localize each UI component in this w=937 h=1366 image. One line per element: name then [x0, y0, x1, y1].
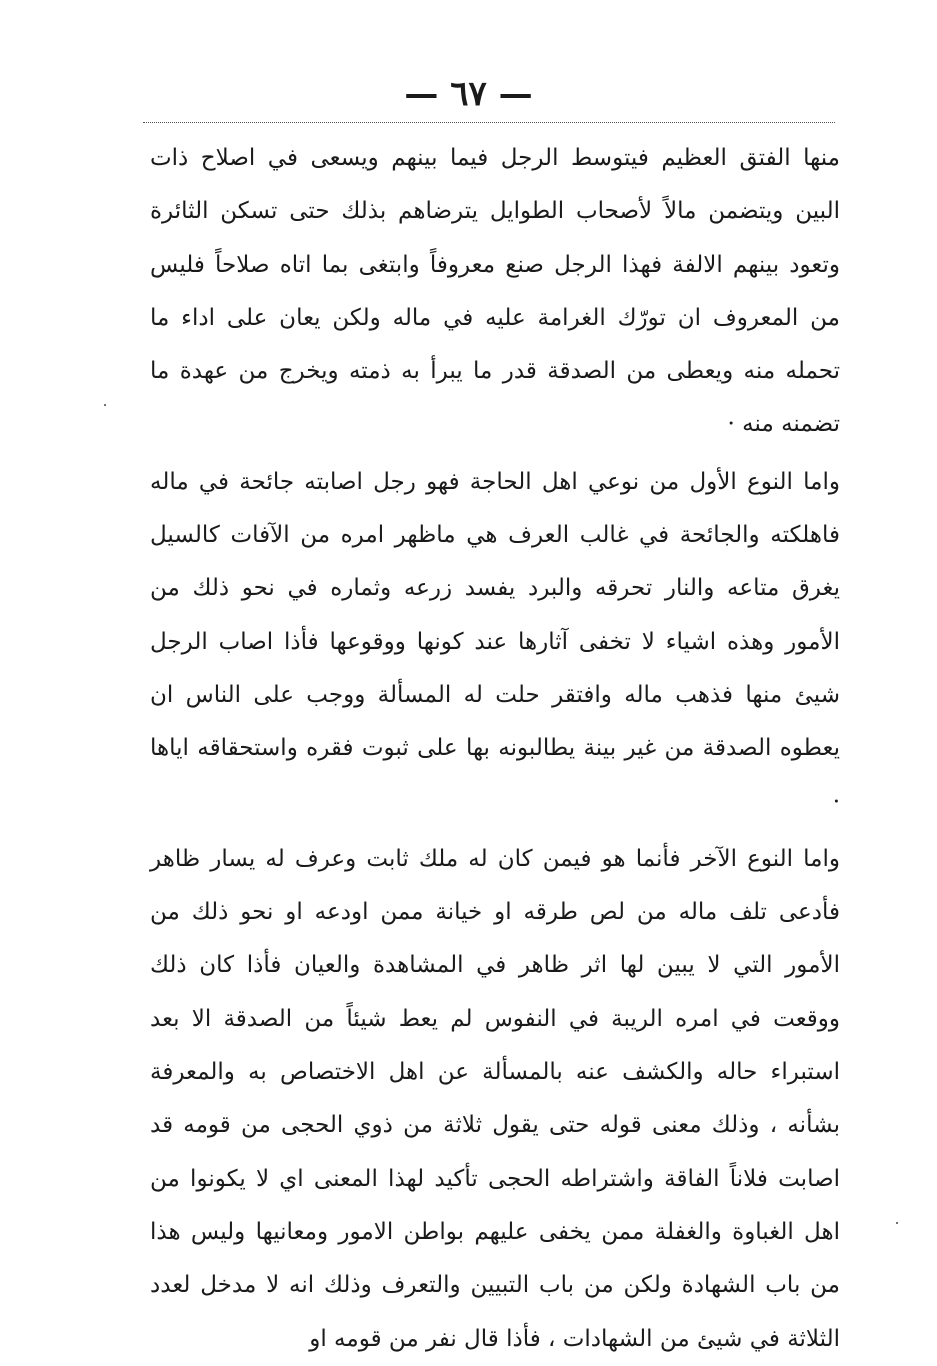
- scan-speck: [896, 1222, 898, 1224]
- header-divider: [143, 122, 835, 123]
- page-body: [150, 132, 840, 1366]
- paragraph-2: واما النوع الأول من نوعي اهل الحاجة فهو رجل اصابته جائحة في ماله فاهلكته والجائحة في غالب العرف هي ماظهر امره من الآفات كالسيل يغرق متاعه والنار تحرقه والبرد يفسد زرعه وثماره في نحو ذلك من الأمور وهذه اشياء لا تخفى آثارها عند كونها ووقوعها فأذا اصاب الرجل شيئ منها فذهب ماله وافتقر حلت له المسألة ووجب على الناس ان يعطوه الصدقة من غير بينة يطالبونه بها على ثبوت فقره واستحقاقه اياها ·: [150, 468, 840, 815]
- paragraph-3: واما النوع الآخر فأنما هو فيمن كان له ملك ثابت وعرف له يسار ظاهر فأدعى تلف ماله من لص طرقه او خيانة ممن اودعه او نحو ذلك من الأمور التي لا يبين لها اثر ظاهر في المشاهدة والعيان فأذا كان ذلك ووقعت في امره الريبة في النفوس لم يعط شيئاً من الصدقة الا بعد استبراء حاله والكشف عنه بالمسألة عن اهل الاختصاص به والمعرفة بشأنه ، وذلك معنى قوله حتى يقول ثلاثة من ذوي الحجى من قومه قد اصابت فلاناً الفاقة واشتراطه الحجى تأكيد لهذا المعنى اي لا يكونوا من اهل الغباوة والغفلة ممن يخفى عليهم بواطن الامور ومعانيها وليس هذا من باب الشهادة ولكن من باب التبيين والتعرف وذلك انه لا مدخل لعدد الثلاثة في شيئ من الشهادات ، فأذا قال نفر من قومه او: [150, 845, 840, 1352]
- paragraph-1: منها الفتق العظيم فيتوسط الرجل فيما بينهم ويسعى في اصلاح ذات البين ويتضمن مالاً لأصحاب الطوايل يترضاهم بذلك حتى تسكن الثائرة وتعود بينهم الالفة فهذا الرجل صنع معروفاً وابتغى بما اتاه صلاحاً فليس من المعروف ان تورّك الغرامة عليه في ماله ولكن يعان على اداء ما تحمله منه ويعطى من الصدقة قدر ما يبرأ به ذمته ويخرج من عهدة ما تضمنه منه ·: [150, 145, 840, 438]
- page-number: — ٦٧ —: [404, 74, 533, 114]
- scan-speck: [104, 404, 106, 406]
